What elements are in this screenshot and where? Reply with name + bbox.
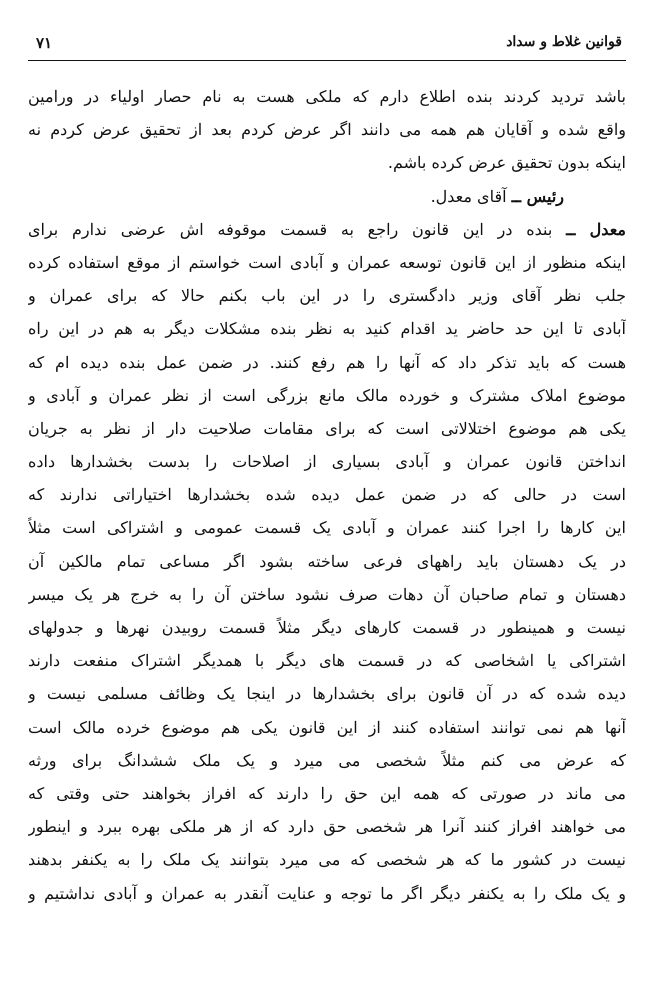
speaker-line xyxy=(28,180,626,213)
text-line: دیده شده که در آن قانون برای بخشدارها در اینجا یک وظائف مسلمی نیست و xyxy=(28,684,626,704)
text-line: واقع شده و آقایان هم همه می دانند اگر عرض کردم بعد از تحقیق عرض کردم نه xyxy=(28,120,626,140)
body-text xyxy=(28,80,626,910)
text-line: دهستان و تمام صاحبان آن دهات صرف نشود ساختن آن را به خرج هر یک میسر xyxy=(28,584,626,604)
text-line: این کارها را اجرا کنند عمران و آبادی یک قسمت عمومی و اشتراکی است مثلاً xyxy=(28,518,626,538)
page-number: ۷۱ xyxy=(36,34,53,52)
header-rule xyxy=(28,60,626,61)
text-line: هست که باید تذکر داد که آنها را هم رفع کنند. در ضمن عمل بنده دیده ام که xyxy=(28,352,626,372)
text-line: آقای معدل. xyxy=(430,186,507,206)
page-header xyxy=(28,26,626,54)
text-line: اشتراکی یا اشخاصی که در قسمت های دیگر با همدیگر اشتراک منفعت دارند xyxy=(28,651,626,671)
text-line: جلب نظر آقای وزیر دادگستری را در این باب بکنم حالا که برای عمران و xyxy=(28,286,626,306)
text-line: انداختن قانون عمران و آبادی بسیاری از اصلاحات را بدست بخشدارها داده xyxy=(28,452,626,472)
speaker-label-moadel: معدل ــ xyxy=(566,219,626,239)
text-line: و یک ملک را به یکنفر دیگر اگر ما توجه و عنایت آنقدر به عمران و آبادی نداشتیم و xyxy=(28,883,626,903)
text-line: می ماند در صورتی که همه این حق را دارند که افراز بخواهند حتی وقتی که xyxy=(28,783,626,803)
speaker-label-president: رئیس ــ xyxy=(511,186,564,206)
speaker-line xyxy=(28,213,626,246)
text-line: یکی هم موضوع اختلالاتی است که برای مقامات صلاحیت دار از نظر به جریان xyxy=(28,418,626,438)
text-line: آبادی تا این حد حاضر ید اقدام کنید به نظر بنده مشکلات دیگر به هم در این راه xyxy=(28,319,626,339)
text-line: که عرض می کنم مثلاً شخصی می میرد و یک ملک ششدانگ برای ورثه xyxy=(28,750,626,770)
text-line: است در حالی که در ضمن عمل دیده شده بخشدارها اختیاراتی ندارند که xyxy=(28,485,626,505)
text-line: اینکه منظور از این قانون توسعه عمران و آبادی است خواستم از موقع استفاده کرده xyxy=(28,252,626,272)
text-line: در یک دهستان باید راههای فرعی ساخته بشود اگر مساعی تمام مالکین آن xyxy=(28,551,626,571)
running-title: قوانین غلاط و سداد xyxy=(506,34,622,50)
text-line: موضوع املاک مشترک و خورده مالک مانع بزرگی است از نظر عمران و آبادی و xyxy=(28,385,626,405)
text-line: نیست در کشور ما که هر شخصی که می میرد بتوانند یک ملک را به یکنفر بدهند xyxy=(28,850,626,870)
text-line: باشد تردید کردند بنده اطلاع دارم که ملکی هست به نام حصار اولیاء در ورامین xyxy=(28,87,626,106)
text-line: می خواهند افراز کنند آنرا هر شخصی حق دارد که از هر ملکی بهره ببرد و اینطور xyxy=(28,817,626,837)
text-line: بنده در این قانون راجع به قسمت موقوفه اش عرضی ندارم برای xyxy=(28,219,553,239)
text-line: آنها هم نمی توانند استفاده کنند از این قانون یکی هم موضوع خرده مالک است xyxy=(28,717,626,737)
text-line: اینکه بدون تحقیق عرض کرده باشم. xyxy=(387,153,626,173)
text-line: نیست و همینطور در قسمت کارهای دیگر مثلاً قسمت روبیدن نهرها و جدولهای xyxy=(28,618,626,637)
